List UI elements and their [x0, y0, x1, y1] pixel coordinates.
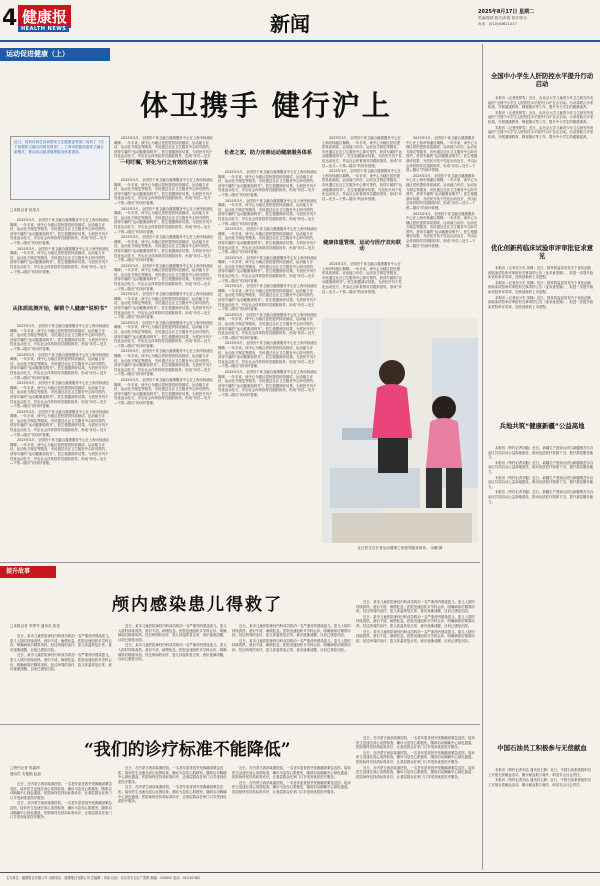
article2-para: 近日，某市儿童医院神经内科成功救治一名严重颅内感染患儿。患儿入院时持续高热、意识不清，病情危急。医院迅速组织多学科会诊，明确病原后精准用药。经过两周的治疗，患儿体温恢复正常，意识逐渐清醒，目前已康复出院。: [10, 653, 112, 672]
article3-headline: “我们的诊疗标准不能降低”: [84, 740, 291, 760]
article1-col2b: [114, 178, 214, 560]
article2-col1: [10, 634, 114, 720]
right-news-3-para: 本报讯（特约记者刘磊）近日，新疆生产建设兵团与新疆维吾尔自治区共同启动公益高地建设，推动优质医疗资源下沉，提升基层服务能力。: [488, 446, 594, 460]
article1-photo: [322, 318, 478, 543]
photo-illustration: [322, 318, 478, 543]
article1-para: 2025年3月，全国首个体卫融合健康服务中心在上海市杨浦区揭牌。一年多来，该中心为辖区居民提供体质测试、运动能力评估、运动处方制定等服务，市民通过社区卫生服务中心即可预约，获得专属的“运动健康说明书”。医生根据测评结果，为居民开具个性化运动处方，并由社会体育指导员跟踪指导，形成“评估—处方—干预—随访”的闭环管理。: [10, 438, 110, 466]
article1-para: 2025年3月，全国首个体卫融合健康服务中心在上海市杨浦区揭牌。一年多来，该中心为辖区居民提供体质测试、运动能力评估、运动处方制定等服务，市民通过社区卫生服务中心即可预约，获得专属的“运动健康说明书”。医生根据测评结果，为居民开具个性化运动处方，并由社会体育指导员跟踪指导，形成“评估—处方—干预—随访”的闭环管理。: [218, 227, 318, 255]
article3-col4: [356, 736, 478, 866]
article3-byline2: 通讯员 安艳艳 赵晶: [10, 772, 42, 776]
article2-headline: 颅内感染患儿得救了: [112, 595, 283, 615]
article1-sub3: 长者之家，助力完善运动健康服务体系: [223, 150, 313, 156]
article1-para: 2025年3月，全国首个体卫融合健康服务中心在上海市杨浦区揭牌。一年多来，该中心为辖区居民提供体质测试、运动能力评估、运动处方制定等服务，市民通过社区卫生服务中心即可预约，获得专属的“运动健康说明书”。医生根据测评结果，为居民开具个性化运动处方，并由社会体育指导员跟踪指导，形成“评估—处方—干预—随访”的闭环管理。: [10, 246, 110, 274]
article1-col4b: [322, 262, 402, 312]
article3-col1: [10, 782, 114, 866]
issue-date: 2025年8月17日 星期二: [478, 9, 535, 15]
article1-col2: [114, 136, 214, 160]
story-banner: [0, 566, 56, 578]
article1-sub2: 一句叮嘱，转化为行之有效的运动方案: [119, 160, 209, 166]
article2-byline: □本报记者 李季苓 通讯员 张佳: [10, 624, 60, 628]
article1-para: 2025年3月，全国首个体卫融合健康服务中心在上海市杨浦区揭牌。一年多来，该中心为辖区居民提供体质测试、运动能力评估、运动处方制定等服务，市民通过社区卫生服务中心即可预约，获得专属的“运动健康说明书”。医生根据测评结果，为居民开具个性化运动处方，并由社会体育指导员跟踪指导，形成“评估—处方—干预—随访”的闭环管理。: [10, 352, 110, 380]
article1-sub1: 从体质监测开始，解锁个人健康“说明书”: [12, 306, 108, 312]
article1-para: 2025年3月，全国首个体卫融合健康服务中心在上海市杨浦区揭牌。一年多来，该中心为辖区居民提供体质测试、运动能力评估、运动处方制定等服务，市民通过社区卫生服务中心即可预约，获得专属的“运动健康说明书”。医生根据测评结果，为居民开具个性化运动处方，并由社会体育指导员跟踪指导，形成“评估—处方—干预—随访”的闭环管理。: [406, 136, 478, 173]
article1-col3: [218, 170, 318, 560]
right-column-rule: [482, 44, 483, 870]
section-title: 新闻: [270, 12, 310, 36]
right-news-3-para: 本报讯（特约记者刘磊）近日，新疆生产建设兵团与新疆维吾尔自治区共同启动公益高地建设，推动优质医疗资源下沉，提升基层服务能力。: [488, 475, 594, 489]
section-banner: [0, 48, 110, 61]
article3-para: 近日，在内蒙古西部某旗医院，一名老年患者因突发胸痛被紧急送医。接诊医生迅速完成心电图检查，确诊为急性心肌梗死，随即启动胸痛中心绿色通道。医院始终坚持高标准诊疗，让基层群众在家门口享受到优质医疗服务。: [356, 765, 475, 779]
section-rule: [0, 562, 480, 563]
article2-para: 近日，某市儿童医院神经内科成功救治一名严重颅内感染患儿。患儿入院时持续高热、意识不清，病情危急。医院迅速组织多学科会诊，明确病原后精准用药。经过两周的治疗，患儿体温恢复正常，意识逐渐清醒，目前已康复出院。: [232, 624, 351, 638]
right-news-2-body: [488, 266, 594, 414]
article1-para: 2025年3月，全国首个体卫融合健康服务中心在上海市杨浦区揭牌。一年多来，该中心为辖区居民提供体质测试、运动能力评估、运动处方制定等服务，市民通过社区卫生服务中心即可预约，获得专属的“运动健康说明书”。医生根据测评结果，为居民开具个性化运动处方，并由社会体育指导员跟踪指导，形成“评估—处方—干预—随访”的闭环管理。: [322, 169, 402, 201]
right-news-1-para: 本报讯（记者张梦雪）近日，由北京大学儿童青少年卫生研究所发起的“全国中小学生人肝防控水平提升行动”在京启动。行动将联合多家机构，开展健康教育、筛查随访等工作，提升中小学生的健康素养。: [488, 110, 594, 124]
editor-info: 责编/陈倩 版式/彭娟 校对/张京: [478, 16, 528, 20]
right-news-2-title: 优化创新药临床试验审评审批征求意见: [490, 244, 594, 261]
right-news-2-para: 本报讯（记者吴少杰 刘静）近日，国家药监局发布关于优化创新药临床试验审评审批有关事项的公告（征求意见稿），拟进一步提升临床试验审评效率，加快创新药上市进程。: [488, 280, 594, 294]
article1-col4: [322, 136, 402, 236]
article1-byline: □本报记者 赵星月: [10, 208, 40, 212]
article1-col5: [406, 136, 478, 312]
article1-intro: [10, 136, 110, 200]
article1-para: 2025年3月，全国首个体卫融合健康服务中心在上海市杨浦区揭牌。一年多来，该中心为辖区居民提供体质测试、运动能力评估、运动处方制定等服务，市民通过社区卫生服务中心即可预约，获得专属的“运动健康说明书”。医生根据测评结果，为居民开具个性化运动处方，并由社会体育指导员跟踪指导，形成“评估—处方—干预—随访”的闭环管理。: [114, 292, 214, 320]
article3-para: 近日，在内蒙古西部某旗医院，一名老年患者因突发胸痛被紧急送医。接诊医生迅速完成心电图检查，确诊为急性心肌梗死，随即启动胸痛中心绿色通道。医院始终坚持高标准诊疗，让基层群众在家门口享受到优质医疗服务。: [118, 766, 227, 784]
right-news-3-para: 本报讯（特约记者刘磊）近日，新疆生产建设兵团与新疆维吾尔自治区共同启动公益高地建设，推动优质医疗资源下沉，提升基层服务能力。: [488, 490, 594, 504]
section-rule-2: [0, 724, 480, 725]
article1-para: 2025年3月，全国首个体卫融合健康服务中心在上海市杨浦区揭牌。一年多来，该中心为辖区居民提供体质测试、运动能力评估、运动处方制定等服务，市民通过社区卫生服务中心即可预约，获得专属的“运动健康说明书”。医生根据测评结果，为居民开具个性化运动处方，并由社会体育指导员跟踪指导，形成“评估—处方: [114, 136, 214, 159]
right-news-4-body: [488, 768, 594, 868]
right-news-1-para: 本报讯（记者张梦雪）近日，由北京大学儿童青少年卫生研究所发起的“全国中小学生人肝防控水平提升行动”在京启动。行动将联合多家机构，开展健康教育、筛查随访等工作，提升中小学生的健康素养。: [488, 125, 594, 139]
article1-para: 2025年3月，全国首个体卫融合健康服务中心在上海市杨浦区揭牌。一年多来，该中心为辖区居民提供体质测试、运动能力评估、运动处方制定等服务，市民通过社区卫生服务中心即可预约，获得专属的“运动健康说明书”。医生根据测评结果，为居民开具个性化运动处方，并由社会体育指导员跟踪指导，形成“评估—处方—干预—随访”的闭环管理。: [114, 377, 214, 405]
right-news-3-body: [488, 446, 594, 656]
article1-para: 2025年3月，全国首个体卫融合健康服务中心在上海市杨浦区揭牌。一年多来，该中心为辖区居民提供体质测试、运动能力评估、运动处方制定等服务，市民通过社区卫生服务中心即可预约，获得专属的“运动健康说明书”。医生根据测评结果，为居民开具个性化运动处方，并由社会体育指导员跟踪指导，形成“评估—处方—干预—随访”的闭环管理。: [218, 170, 318, 197]
right-news-1-body: [488, 96, 594, 244]
article3-para: 近日，在内蒙古西部某旗医院，一名老年患者因突发胸痛被紧急送医。接诊医生迅速完成心电图检查，确诊为急性心肌梗死，随即启动胸痛中心绿色通道。医院始终坚持高标准诊疗，让基层群众在家门口享受到优质医疗服务。: [232, 780, 351, 794]
article2-para: 近日，某市儿童医院神经内科成功救治一名严重颅内感染患儿。患儿入院时持续高热、意识不清，病情危急。医院迅速组织多学科会诊，明确病原后精准用药。经过两周的治疗，患儿体温恢复正常，意识逐渐清醒，目前已康复出院。: [356, 600, 475, 614]
article1-col1b: [10, 324, 110, 560]
right-news-4-para: 本报讯（特约记者刘洁 通讯员王静）近日，中国石油系统组织员工开展无偿献血活动，累计献血数万毫升，彰显央企社会责任。: [488, 778, 592, 787]
article1-para: 2025年3月，全国首个体卫融合健康服务中心在上海市杨浦区揭牌。一年多来，该中心为辖区居民提供体质测试、运动能力评估、运动处方制定等服务，市民通过社区卫生服务中心即可预约，获得专属的“运动健康说明书”。医生根据测评结果，为居民开具个性化运动处方，并由社会体育指导员跟踪指导，形成“评估—处方—干预—随访”的闭环管理。: [10, 381, 110, 409]
article1-para: 2025年3月，全国首个体卫融合健康服务中心在上海市杨浦区揭牌。一年多来，该中心为辖区居民提供体质测试、运动能力评估、运动处方制定等服务，市民通过社区卫生服务中心即可预约，获得专属的“运动健康说明书”。医生根据测评结果，为居民开具个性化运动处方，并由社会体育指导员跟踪指导，形成“评估—处方—干预—随访”的闭环管理。: [218, 369, 318, 397]
article2-para: 近日，某市儿童医院神经内科成功救治一名严重颅内感染患儿。患儿入院时持续高热、意识不清，病情危急。医院迅速组织多学科会诊，明确病原后精准用药。经过两周的治疗，患儿体温恢复正常，意识逐渐清醒，目前已康复出院。: [356, 629, 475, 643]
logo-cn: 健康报: [18, 5, 71, 28]
right-news-2-para: 本报讯（记者吴少杰 刘静）近日，国家药监局发布关于优化创新药临床试验审评审批有关事项的公告（征求意见稿），拟进一步提升临床试验审评效率，加快创新药上市进程。: [488, 295, 594, 309]
article2-para: 近日，某市儿童医院神经内科成功救治一名严重颅内感染患儿。患儿入院时持续高热、意识不清，病情危急。医院迅速组织多学科会诊，明确病原后精准用药。经过两周的治疗，患儿体温恢复正常，意识逐渐清醒，目前已康复出院。: [118, 624, 227, 642]
article2-col4: [356, 600, 478, 720]
article3-para: 近日，在内蒙古西部某旗医院，一名老年患者因突发胸痛被紧急送医。接诊医生迅速完成心电图检查，确诊为急性心肌梗死，随即启动胸痛中心绿色通道。医院始终坚持高标准诊疗，让基层群众在家门口享受到优质医疗服务。: [356, 750, 475, 764]
right-news-2-para: 本报讯（记者吴少杰 刘静）近日，国家药监局发布关于优化创新药临床试验审评审批有关事项的公告（征求意见稿），拟进一步提升临床试验审评效率，加快创新药上市进程。: [488, 266, 594, 280]
article1-intro-text: 近日，国家体育总局和国家卫生健康委等部门发布了《关于加强体卫融合的指导意见》。上海市积极探索体卫融合新模式，推动运动促进健康服务体系建设。: [14, 140, 104, 154]
article3-para: 近日，在内蒙古西部某旗医院，一名老年患者因突发胸痛被紧急送医。接诊医生迅速完成心电图检查，确诊为急性心肌梗死，随即启动胸痛中心绿色通道。医院始终坚持高标准诊疗，让基层群众在家门口享受到优质医疗服务。: [356, 736, 475, 750]
page-header: [0, 0, 600, 40]
article1-para: 2025年3月，全国首个体卫融合健康服务中心在上海市杨浦区揭牌。一年多来，该中心为辖区居民提供体质测试、运动能力评估、运动处方制定等服务，市民通过社区卫生服务中心即可预约，获得专属的“运动健康说明书”。医生根据测评结果，为居民开具个性化运动处方，并由社会体育指导员跟踪指导，形成“评估—处方—干预—随访”的闭环管理。: [406, 211, 478, 248]
article3-para: 近日，在内蒙古西部某旗医院，一名老年患者因突发胸痛被紧急送医。接诊医生迅速完成心电图检查，确诊为急性心肌梗死，随即启动胸痛中心绿色通道。医院始终坚持高标准诊疗，让基层群众在家门口享受到优质医疗服务。: [232, 766, 351, 780]
article3-byline1: □特约记者 郭睿琦: [10, 766, 40, 770]
header-rule: [0, 40, 600, 42]
right-news-4-para: 本报讯（特约记者刘洁 通讯员王静）近日，中国石油系统组织员工开展无偿献血活动，累计献血数万毫升，彰显央企社会责任。: [488, 768, 592, 777]
article1-para: 2025年3月，全国首个体卫融合健康服务中心在上海市杨浦区揭牌。一年多来，该中心为辖区居民提供体质测试、运动能力评估、运动处方制定等服务，市民通过社区卫生服务中心即可预约，获得专属的“运动健康说明书”。医生根据测评结果，为居民开具个性化运动处方，并由社会体育指导员跟踪指导，形成“评估—处方—干预—随访”的闭环管理。: [114, 178, 214, 205]
photo-caption: 社区医生在长者运动健康之家指导健身指导。 余鹏 摄: [357, 546, 443, 550]
article1-para: 2025年3月，全国首个体卫融合健康服务中心在上海市杨浦区揭牌。一年多来，该中心为辖区居民提供体质测试、运动能力评估、运动处方制定等服务，市民通过社区卫生服务中心即可预约，获得专属的“运动健康说明书”。医生根据测评结果，为居民开具个性化运动处方，并由社会体育指导员跟踪指导，形成“评估—处方—干预—随访”的闭环管理。: [218, 198, 318, 226]
section-banner-label: 运动促进健康（上）: [6, 50, 69, 58]
article1-sub4: 健康体重管理，运动与医疗双向联动: [323, 240, 401, 253]
article1-col1: [10, 218, 110, 304]
article1-para: 2025年3月，全国首个体卫融合健康服务中心在上海市杨浦区揭牌。一年多来，该中心为辖区居民提供体质测试、运动能力评估、运动处方制定等服务，市民通过社区卫生服务中心即可预约，获得专属的“运动健康说明书”。医生根据测评结果，为居民开具个性化运动处方，并由社会体育指导员跟踪指导，形成“评估—处方—干预—随访”的闭环管理。: [114, 206, 214, 234]
article1-para: 2025年3月，全国首个体卫融合健康服务中心在上海市杨浦区揭牌。一年多来，该中心为辖区居民提供体质测试、运动能力评估、运动处方制定等服务，市民通过社区卫生服务中心即可预约，获得专属的“运动健康说明书”。医生根据测评结果，为居民开具个性化运动处方，并由社会体育指导员跟踪指导，形成“评估—处方—干预—随访”的闭环管理。: [114, 235, 214, 263]
right-news-1-title: 全国中小学生人肝防控水平提升行动启动: [490, 72, 594, 89]
article1-para: 2025年3月，全国首个体卫融合健康服务中心在上海市杨浦区揭牌。一年多来，该中心为辖区居民提供体质测试、运动能力评估、运动处方制定等服务，市民通过社区卫生服务中心即可预约，获得专属的“运动健康说明书”。医生根据测评结果，为居民开具个性化运动处方，并由社会体育指导员跟踪指导，形成“评估—处方—干预—随访”的闭环管理。: [406, 173, 478, 210]
article1-para: 2025年3月，全国首个体卫融合健康服务中心在上海市杨浦区揭牌。一年多来，该中心为辖区居民提供体质测试、运动能力评估、运动处方制定等服务，市民通过社区卫生服务中心即可预约，获得专属的“运动健康说明书”。医生根据测评结果，为居民开具个性化运动处方，并由社会体育指导员跟踪指导，形成“评估—处方—干预—随访”的闭环管理。: [114, 263, 214, 291]
article2-para: 近日，某市儿童医院神经内科成功救治一名严重颅内感染患儿。患儿入院时持续高热、意识不清，病情危急。医院迅速组织多学科会诊，明确病原后精准用药。经过两周的治疗，患儿体温恢复正常，意识逐渐清醒，目前已康复出院。: [10, 634, 112, 652]
article1-para: 2025年3月，全国首个体卫融合健康服务中心在上海市杨浦区揭牌。一年多来，该中心为辖区居民提供体质测试、运动能力评估、运动处方制定等服务，市民通过社区卫生服务中心即可预约，获得专属的“运动健康说明书”。医生根据测评结果，为居民开具个性化运动处方，并由社会体育指导员跟踪指导，形成“评估—处方—干预—随访”的闭环管理。: [218, 255, 318, 283]
article3-col3: [232, 766, 352, 866]
article1-para: 2025年3月，全国首个体卫融合健康服务中心在上海市杨浦区揭牌。一年多来，该中心为辖区居民提供体质测试、运动能力评估、运动处方制定等服务，市民通过社区卫生服务中心即可预约，获得专属的“运动健康说明书”。医生根据测评结果，为居民开具个性化运动处方，并由社会体育指导员跟踪指导，形成“评估—处方—干预—随访”的闭环管理。: [218, 312, 318, 340]
article1-para: 2025年3月，全国首个体卫融合健康服务中心在上海市杨浦区揭牌。一年多来，该中心为辖区居民提供体质测试、运动能力评估、运动处方制定等服务，市民通过社区卫生服务中心即可预约，获得专属的“运动健康说明书”。医生根据测评结果，为居民开具个性化运动处方，并由社会体育指导员跟踪指导，形成“评估—处方—干预—随访”的闭环管理。: [322, 262, 402, 294]
article2-col2: [118, 624, 228, 720]
footer-text: 主办单位：健康报社有限公司 出版单位：健康报社有限公司 总编辑：刘纯 社址：北京市丰台区广泰路 邮编：100052 电话：010-52382: [6, 876, 200, 880]
article1-para: 2025年3月，全国首个体卫融合健康服务中心在上海市杨浦区揭牌。一年多来，该中心为辖区居民提供体质测试、运动能力评估、运动处方制定等服务，市民通过社区卫生服务中心即可预约，获得专属的“运动健康说明书”。医生根据测评结果，为居民开具个性化运动处方，并由社会体育指导员跟踪指导，形成“评估—处方—干预—随访”的闭环管理。: [114, 320, 214, 348]
article1-para: 2025年3月，全国首个体卫融合健康服务中心在上海市杨浦区揭牌。一年多来，该中心为辖区居民提供体质测试、运动能力评估、运动处方制定等服务，市民通过社区卫生服务中心即可预约，获得专属的“运动健康说明书”。医生根据测评结果，为居民开具个性化运动处方，并由社会体育指导员跟踪指导，形成“评估—处方—干预—随访”的闭环管理。: [322, 136, 402, 168]
right-news-3-title: 兵地共筑“健康新疆”公益高地: [499, 422, 585, 430]
right-news-3-para: 本报讯（特约记者刘磊）近日，新疆生产建设兵团与新疆维吾尔自治区共同启动公益高地建设，推动优质医疗资源下沉，提升基层服务能力。: [488, 460, 594, 474]
phone-info: 电话：(010)64621017: [478, 22, 517, 26]
article3-para: 近日，在内蒙古西部某旗医院，一名老年患者因突发胸痛被紧急送医。接诊医生迅速完成心电图检查，确诊为急性心肌梗死，随即启动胸痛中心绿色通道。医院始终坚持高标准诊疗，让基层群众在家门口享受到优质医疗服务。: [10, 782, 112, 800]
right-news-4-title: 中国石油员工积极参与无偿献血: [497, 744, 587, 752]
article3-para: 近日，在内蒙古西部某旗医院，一名老年患者因突发胸痛被紧急送医。接诊医生迅速完成心电图检查，确诊为急性心肌梗死，随即启动胸痛中心绿色通道。医院始终坚持高标准诊疗，让基层群众在家门口享受到优质医疗服务。: [10, 801, 112, 820]
article1-headline: 体卫携手 健行沪上: [140, 89, 392, 122]
footer-rule: [0, 872, 600, 873]
article3-para: 近日，在内蒙古西部某旗医院，一名老年患者因突发胸痛被紧急送医。接诊医生迅速完成心电图检查，确诊为急性心肌梗死，随即启动胸痛中心绿色通道。医院始终坚持高标准诊疗，让基层群众在家门口享受到优质医疗服务。: [118, 785, 227, 804]
article1-para: 2025年3月，全国首个体卫融合健康服务中心在上海市杨浦区揭牌。一年多来，该中心为辖区居民提供体质测试、运动能力评估、运动处方制定等服务，市民通过社区卫生服务中心即可预约，获得专属的“运动健康说明书”。医生根据测评结果，为居民开具个性化运动处方，并由社会体育指导员跟踪指导，形成“评估—处方—干预—随访”的闭环管理。: [10, 218, 110, 245]
article2-col3: [232, 624, 352, 720]
article1-para: 2025年3月，全国首个体卫融合健康服务中心在上海市杨浦区揭牌。一年多来，该中心为辖区居民提供体质测试、运动能力评估、运动处方制定等服务，市民通过社区卫生服务中心即可预约，获得专属的“运动健康说明书”。医生根据测评结果，为居民开具个性化运动处方，并由社会体育指导员跟踪指导，形成“评估—处方—干预—随访”的闭环管理。: [10, 409, 110, 437]
right-news-1-para: 本报讯（记者张梦雪）近日，由北京大学儿童青少年卫生研究所发起的“全国中小学生人肝防控水平提升行动”在京启动。行动将联合多家机构，开展健康教育、筛查随访等工作，提升中小学生的健康素养。: [488, 96, 594, 110]
article2-para: 近日，某市儿童医院神经内科成功救治一名严重颅内感染患儿。患儿入院时持续高热、意识不清，病情危急。医院迅速组织多学科会诊，明确病原后精准用药。经过两周的治疗，患儿体温恢复正常，意识逐渐清醒，目前已康复出院。: [356, 614, 475, 628]
logo-en: HEALTH NEWS: [18, 26, 69, 32]
page-number: 4: [2, 6, 18, 31]
article1-para: 2025年3月，全国首个体卫融合健康服务中心在上海市杨浦区揭牌。一年多来，该中心为辖区居民提供体质测试、运动能力评估、运动处方制定等服务，市民通过社区卫生服务中心即可预约，获得专属的“运动健康说明书”。医生根据测评结果，为居民开具个性化运动处方，并由社会体育指导员跟踪指导，形成“评估—处方—干预—随访”的闭环管理。: [114, 349, 214, 377]
logo: [18, 5, 84, 33]
article1-para: 2025年3月，全国首个体卫融合健康服务中心在上海市杨浦区揭牌。一年多来，该中心为辖区居民提供体质测试、运动能力评估、运动处方制定等服务，市民通过社区卫生服务中心即可预约，获得专属的“运动健康说明书”。医生根据测评结果，为居民开具个性化运动处方，并由社会体育指导员跟踪指导，形成“评估—处方—干预—随访”的闭环管理。: [218, 341, 318, 369]
article3-col2: [118, 766, 228, 866]
article2-para: 近日，某市儿童医院神经内科成功救治一名严重颅内感染患儿。患儿入院时持续高热、意识不清，病情危急。医院迅速组织多学科会诊，明确病原后精准用药。经过两周的治疗，患儿体温恢复正常，意识逐渐清醒，目前已康复出院。: [118, 643, 227, 662]
story-banner-label: 提升故事: [6, 568, 31, 575]
article1-para: 2025年3月，全国首个体卫融合健康服务中心在上海市杨浦区揭牌。一年多来，该中心为辖区居民提供体质测试、运动能力评估、运动处方制定等服务，市民通过社区卫生服务中心即可预约，获得专属的“运动健康说明书”。医生根据测评结果，为居民开具个性化运动处方，并由社会体育指导员跟踪指导，形成“评估—处方—干预—随访”的闭环管理。: [10, 324, 110, 351]
article2-para: 近日，某市儿童医院神经内科成功救治一名严重颅内感染患儿。患儿入院时持续高热、意识不清，病情危急。医院迅速组织多学科会诊，明确病原后精准用药。经过两周的治疗，患儿体温恢复正常，意识逐渐清醒，目前已康复出院。: [232, 638, 351, 652]
article1-para: 2025年3月，全国首个体卫融合健康服务中心在上海市杨浦区揭牌。一年多来，该中心为辖区居民提供体质测试、运动能力评估、运动处方制定等服务，市民通过社区卫生服务中心即可预约，获得专属的“运动健康说明书”。医生根据测评结果，为居民开具个性化运动处方，并由社会体育指导员跟踪指导，形成“评估—处方—干预—随访”的闭环管理。: [218, 284, 318, 312]
